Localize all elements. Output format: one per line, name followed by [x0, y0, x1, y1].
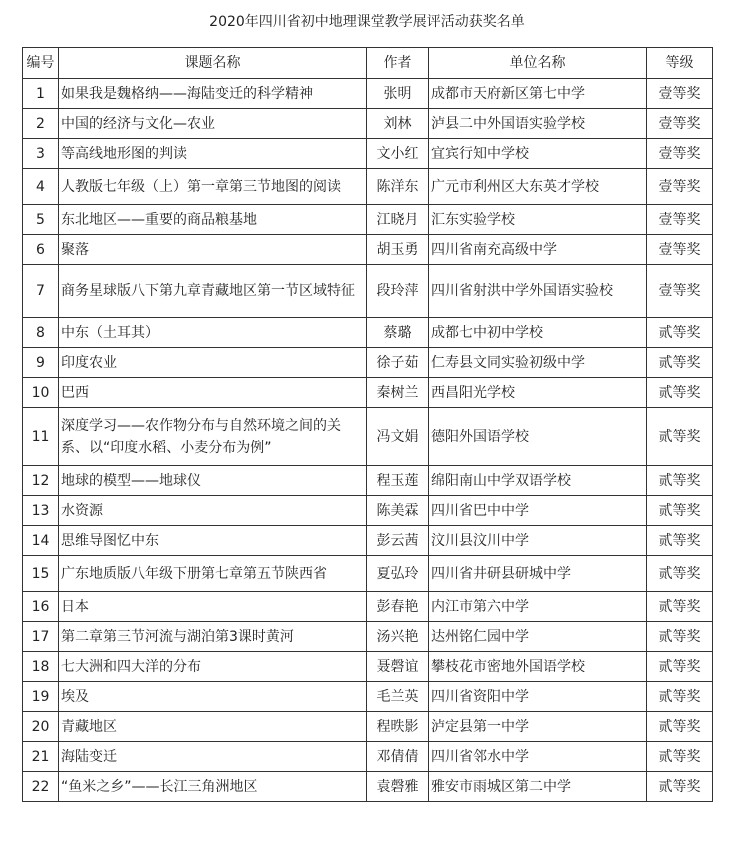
cell-author: 刘林 [367, 109, 429, 139]
cell-author: 秦树兰 [367, 378, 429, 408]
cell-number: 4 [23, 169, 59, 205]
cell-topic: 青藏地区 [59, 712, 367, 742]
table-row [23, 235, 713, 265]
cell-unit: 四川省南充高级中学 [429, 235, 647, 265]
table-row [23, 682, 713, 712]
cell-grade: 壹等奖 [647, 109, 713, 139]
cell-unit: 泸定县第一中学 [429, 712, 647, 742]
cell-grade: 贰等奖 [647, 466, 713, 496]
cell-grade: 壹等奖 [647, 169, 713, 205]
cell-grade: 贰等奖 [647, 378, 713, 408]
cell-topic: 中国的经济与文化—农业 [59, 109, 367, 139]
cell-number: 15 [23, 556, 59, 592]
cell-topic: 印度农业 [59, 348, 367, 378]
cell-topic: 思维导图忆中东 [59, 526, 367, 556]
table-row [23, 622, 713, 652]
cell-author: 徐子茹 [367, 348, 429, 378]
cell-topic: 海陆变迁 [59, 742, 367, 772]
cell-unit: 成都市天府新区第七中学 [429, 79, 647, 109]
cell-topic: 日本 [59, 592, 367, 622]
cell-topic: 七大洲和四大洋的分布 [59, 652, 367, 682]
table-row [23, 318, 713, 348]
cell-number: 2 [23, 109, 59, 139]
column-header-topic: 课题名称 [59, 48, 367, 79]
cell-topic: 广东地质版八年级下册第七章第五节陕西省 [59, 556, 367, 592]
cell-author: 张明 [367, 79, 429, 109]
cell-unit: 宜宾行知中学校 [429, 139, 647, 169]
cell-grade: 贰等奖 [647, 318, 713, 348]
cell-grade: 壹等奖 [647, 265, 713, 318]
cell-author: 文小红 [367, 139, 429, 169]
cell-topic: 巴西 [59, 378, 367, 408]
cell-grade: 壹等奖 [647, 235, 713, 265]
cell-number: 5 [23, 205, 59, 235]
table-row [23, 526, 713, 556]
cell-author: 蔡璐 [367, 318, 429, 348]
table-row [23, 652, 713, 682]
cell-unit: 四川省井研县研城中学 [429, 556, 647, 592]
cell-author: 邓倩倩 [367, 742, 429, 772]
cell-author: 彭春艳 [367, 592, 429, 622]
cell-topic: 埃及 [59, 682, 367, 712]
cell-unit: 西昌阳光学校 [429, 378, 647, 408]
cell-author: 胡玉勇 [367, 235, 429, 265]
cell-number: 19 [23, 682, 59, 712]
cell-unit: 四川省资阳中学 [429, 682, 647, 712]
cell-grade: 贰等奖 [647, 592, 713, 622]
cell-unit: 汶川县汶川中学 [429, 526, 647, 556]
table-row [23, 742, 713, 772]
cell-number: 7 [23, 265, 59, 318]
cell-topic: 等高线地形图的判读 [59, 139, 367, 169]
cell-unit: 绵阳南山中学双语学校 [429, 466, 647, 496]
cell-grade: 壹等奖 [647, 139, 713, 169]
page-title: 2020年四川省初中地理课堂教学展评活动获奖名单 [209, 14, 525, 30]
cell-topic: 人教版七年级（上）第一章第三节地图的阅读 [59, 169, 367, 205]
cell-unit: 汇东实验学校 [429, 205, 647, 235]
table-row [23, 109, 713, 139]
cell-author: 陈美霖 [367, 496, 429, 526]
cell-unit: 泸县二中外国语实验学校 [429, 109, 647, 139]
cell-grade: 贰等奖 [647, 622, 713, 652]
cell-unit: 雅安市雨城区第二中学 [429, 772, 647, 802]
cell-topic: “鱼米之乡”——长江三角洲地区 [59, 772, 367, 802]
cell-grade: 贰等奖 [647, 742, 713, 772]
table-row [23, 79, 713, 109]
table-row [23, 265, 713, 318]
table-row [23, 408, 713, 466]
cell-grade: 贰等奖 [647, 682, 713, 712]
cell-author: 程玉莲 [367, 466, 429, 496]
cell-topic: 中东（土耳其） [59, 318, 367, 348]
cell-grade: 贰等奖 [647, 652, 713, 682]
cell-number: 21 [23, 742, 59, 772]
table-row [23, 496, 713, 526]
table-row [23, 378, 713, 408]
cell-author: 彭云茜 [367, 526, 429, 556]
cell-number: 22 [23, 772, 59, 802]
cell-number: 17 [23, 622, 59, 652]
table-row [23, 348, 713, 378]
column-header-grade: 等级 [647, 48, 713, 79]
cell-number: 8 [23, 318, 59, 348]
table-row [23, 466, 713, 496]
cell-grade: 贰等奖 [647, 526, 713, 556]
table-row [23, 592, 713, 622]
cell-author: 夏弘玲 [367, 556, 429, 592]
cell-author: 段玲萍 [367, 265, 429, 318]
column-header-unit: 单位名称 [429, 48, 647, 79]
cell-unit: 内江市第六中学 [429, 592, 647, 622]
cell-number: 16 [23, 592, 59, 622]
cell-grade: 贰等奖 [647, 348, 713, 378]
cell-topic: 如果我是魏格纳——海陆变迁的科学精神 [59, 79, 367, 109]
table-header-row [23, 48, 713, 79]
cell-author: 毛兰英 [367, 682, 429, 712]
cell-number: 12 [23, 466, 59, 496]
cell-number: 14 [23, 526, 59, 556]
cell-number: 18 [23, 652, 59, 682]
cell-author: 袁磬雅 [367, 772, 429, 802]
cell-author: 冯文娟 [367, 408, 429, 466]
cell-topic: 深度学习——农作物分布与自然环境之间的关系、以“印度水稻、小麦分布为例” [59, 408, 367, 466]
cell-unit: 达州铭仁园中学 [429, 622, 647, 652]
table-row [23, 169, 713, 205]
cell-topic: 第二章第三节河流与湖泊第3课时黄河 [59, 622, 367, 652]
cell-unit: 四川省射洪中学外国语实验校 [429, 265, 647, 318]
table-row [23, 712, 713, 742]
table-row [23, 205, 713, 235]
cell-unit: 广元市利州区大东英才学校 [429, 169, 647, 205]
cell-topic: 水资源 [59, 496, 367, 526]
cell-unit: 四川省巴中中学 [429, 496, 647, 526]
cell-author: 汤兴艳 [367, 622, 429, 652]
cell-grade: 贰等奖 [647, 772, 713, 802]
cell-author: 聂磬谊 [367, 652, 429, 682]
cell-grade: 壹等奖 [647, 79, 713, 109]
cell-topic: 地球的模型——地球仪 [59, 466, 367, 496]
cell-unit: 成都七中初中学校 [429, 318, 647, 348]
cell-unit: 四川省邻水中学 [429, 742, 647, 772]
cell-author: 江晓月 [367, 205, 429, 235]
column-header-author: 作者 [367, 48, 429, 79]
cell-grade: 贰等奖 [647, 556, 713, 592]
cell-grade: 贰等奖 [647, 712, 713, 742]
table-row [23, 556, 713, 592]
cell-unit: 攀枝花市密地外国语学校 [429, 652, 647, 682]
column-header-number: 编号 [23, 48, 59, 79]
cell-topic: 商务星球版八下第九章青藏地区第一节区域特征 [59, 265, 367, 318]
cell-number: 11 [23, 408, 59, 466]
table-row [23, 772, 713, 802]
table-row [23, 139, 713, 169]
cell-number: 20 [23, 712, 59, 742]
cell-topic: 聚落 [59, 235, 367, 265]
cell-author: 陈洋东 [367, 169, 429, 205]
cell-topic: 东北地区——重要的商品粮基地 [59, 205, 367, 235]
cell-number: 1 [23, 79, 59, 109]
cell-number: 9 [23, 348, 59, 378]
cell-grade: 贰等奖 [647, 408, 713, 466]
cell-author: 程昳影 [367, 712, 429, 742]
cell-unit: 德阳外国语学校 [429, 408, 647, 466]
awards-table [22, 47, 713, 802]
cell-number: 3 [23, 139, 59, 169]
cell-unit: 仁寿县文同实验初级中学 [429, 348, 647, 378]
cell-number: 6 [23, 235, 59, 265]
cell-number: 13 [23, 496, 59, 526]
cell-grade: 壹等奖 [647, 205, 713, 235]
cell-number: 10 [23, 378, 59, 408]
cell-grade: 贰等奖 [647, 496, 713, 526]
